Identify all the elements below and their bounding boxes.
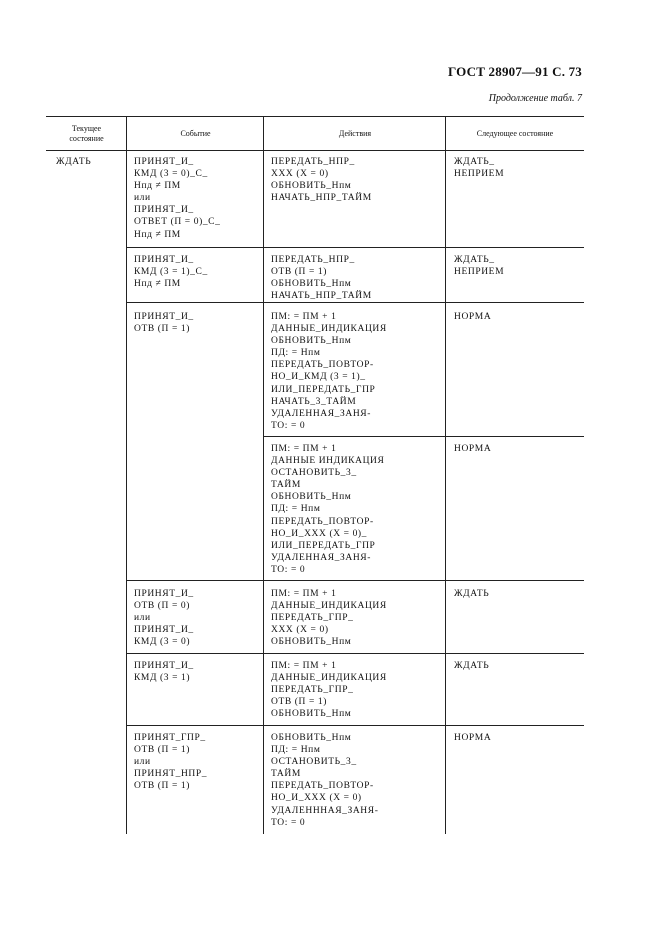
action-cell: ПМ: = ПМ + 1 ДАННЫЕ_ИНДИКАЦИЯ ПЕРЕДАТЬ_ГПР_ ХХХ (Х = 0) ОБНОВИТЬ_Нпм — [271, 589, 387, 648]
next-state-cell: НОРМА — [454, 444, 492, 454]
next-state-cell: ЖДАТЬ_ НЕПРИЕМ — [454, 255, 505, 278]
event-cell: ПРИНЯТ_И_ КМД (3 = 0)_С_ Нпд ≠ ПМ или ПРИНЯТ_И_ ОТВЕТ (П = 0)_С_ Нпд ≠ ПМ — [134, 157, 221, 240]
next-state-cell: НОРМА — [454, 312, 492, 322]
column-header-next-state: Следующее состояние — [446, 116, 584, 151]
action-cell: ПМ: = ПМ + 1 ДАННЫЕ_ИНДИКАЦИЯ ОБНОВИТЬ_Нпм ПД: = Нпм ПЕРЕДАТЬ_ПОВТОР- НО_И_КМД (3 = 1)_ ИЛИ_ПЕРЕДАТЬ_ГПР НАЧАТЬ_3_ТАЙМ УДАЛЕННАЯ_ЗАНЯ- ТО: = 0 — [271, 312, 387, 431]
column-header-current-state: Текущее состояние — [46, 116, 127, 151]
column-divider — [263, 116, 264, 834]
event-cell: ПРИНЯТ_ГПР_ ОТВ (П = 1) или ПРИНЯТ_НПР_ ОТВ (П = 1) — [134, 733, 208, 792]
next-state-cell: ЖДАТЬ — [454, 589, 490, 599]
action-cell: ПЕРЕДАТЬ_НПР_ ХХХ (Х = 0) ОБНОВИТЬ_Нпм НАЧАТЬ_НПР_ТАЙМ — [271, 157, 372, 204]
row-divider — [126, 247, 584, 248]
column-header-action: Действия — [264, 116, 446, 151]
event-cell: ПРИНЯТ_И_ КМД (3 = 1)_С_ Нпд ≠ ПМ — [134, 255, 208, 290]
column-divider — [126, 116, 127, 834]
event-cell: ПРИНЯТ_И_ ОТВ (П = 1) — [134, 312, 194, 335]
column-header-event: Событие — [127, 116, 264, 151]
page-header-title: ГОСТ 28907—91 С. 73 — [448, 64, 582, 79]
action-cell: ПМ: = ПМ + 1 ДАННЫЕ ИНДИКАЦИЯ ОСТАНОВИТЬ_3_ ТАЙМ ОБНОВИТЬ_Нпм ПД: = Нпм ПЕРЕДАТЬ_ПОВТОР- НО_И_ХХХ (Х = 0)_ ИЛИ_ПЕРЕДАТЬ_ГПР УДАЛЕННАЯ_ЗАНЯ- ТО: = 0 — [271, 444, 385, 575]
next-state-cell: НОРМА — [454, 733, 492, 743]
event-cell: ПРИНЯТ_И_ КМД (3 = 1) — [134, 661, 194, 684]
column-divider — [445, 116, 446, 834]
next-state-cell: ЖДАТЬ_ НЕПРИЕМ — [454, 157, 505, 180]
event-cell: ПРИНЯТ_И_ ОТВ (П = 0) или ПРИНЯТ_И_ КМД (3 = 0) — [134, 589, 194, 648]
row-divider — [263, 436, 584, 437]
action-cell: ПМ: = ПМ + 1 ДАННЫЕ_ИНДИКАЦИЯ ПЕРЕДАТЬ_ГПР_ ОТВ (П = 1) ОБНОВИТЬ_Нпм — [271, 661, 387, 720]
action-cell: ОБНОВИТЬ_Нпм ПД: = Нпм ОСТАНОВИТЬ_3_ ТАЙМ ПЕРЕДАТЬ_ПОВТОР- НО_И_ХХХ (Х = 0) УДАЛЕНННАЯ_ЗАНЯ- ТО: = 0 — [271, 733, 379, 828]
table-continued-caption: Продолжение табл. 7 — [488, 93, 582, 104]
row-divider — [126, 725, 584, 726]
next-state-cell: ЖДАТЬ — [454, 661, 490, 671]
action-cell: ПЕРЕДАТЬ_НПР_ ОТВ (П = 1) ОБНОВИТЬ_Нпм НАЧАТЬ_НПР_ТАЙМ — [271, 255, 372, 302]
current-state-cell: ЖДАТЬ — [56, 157, 92, 167]
row-divider — [126, 580, 584, 581]
row-divider — [126, 653, 584, 654]
